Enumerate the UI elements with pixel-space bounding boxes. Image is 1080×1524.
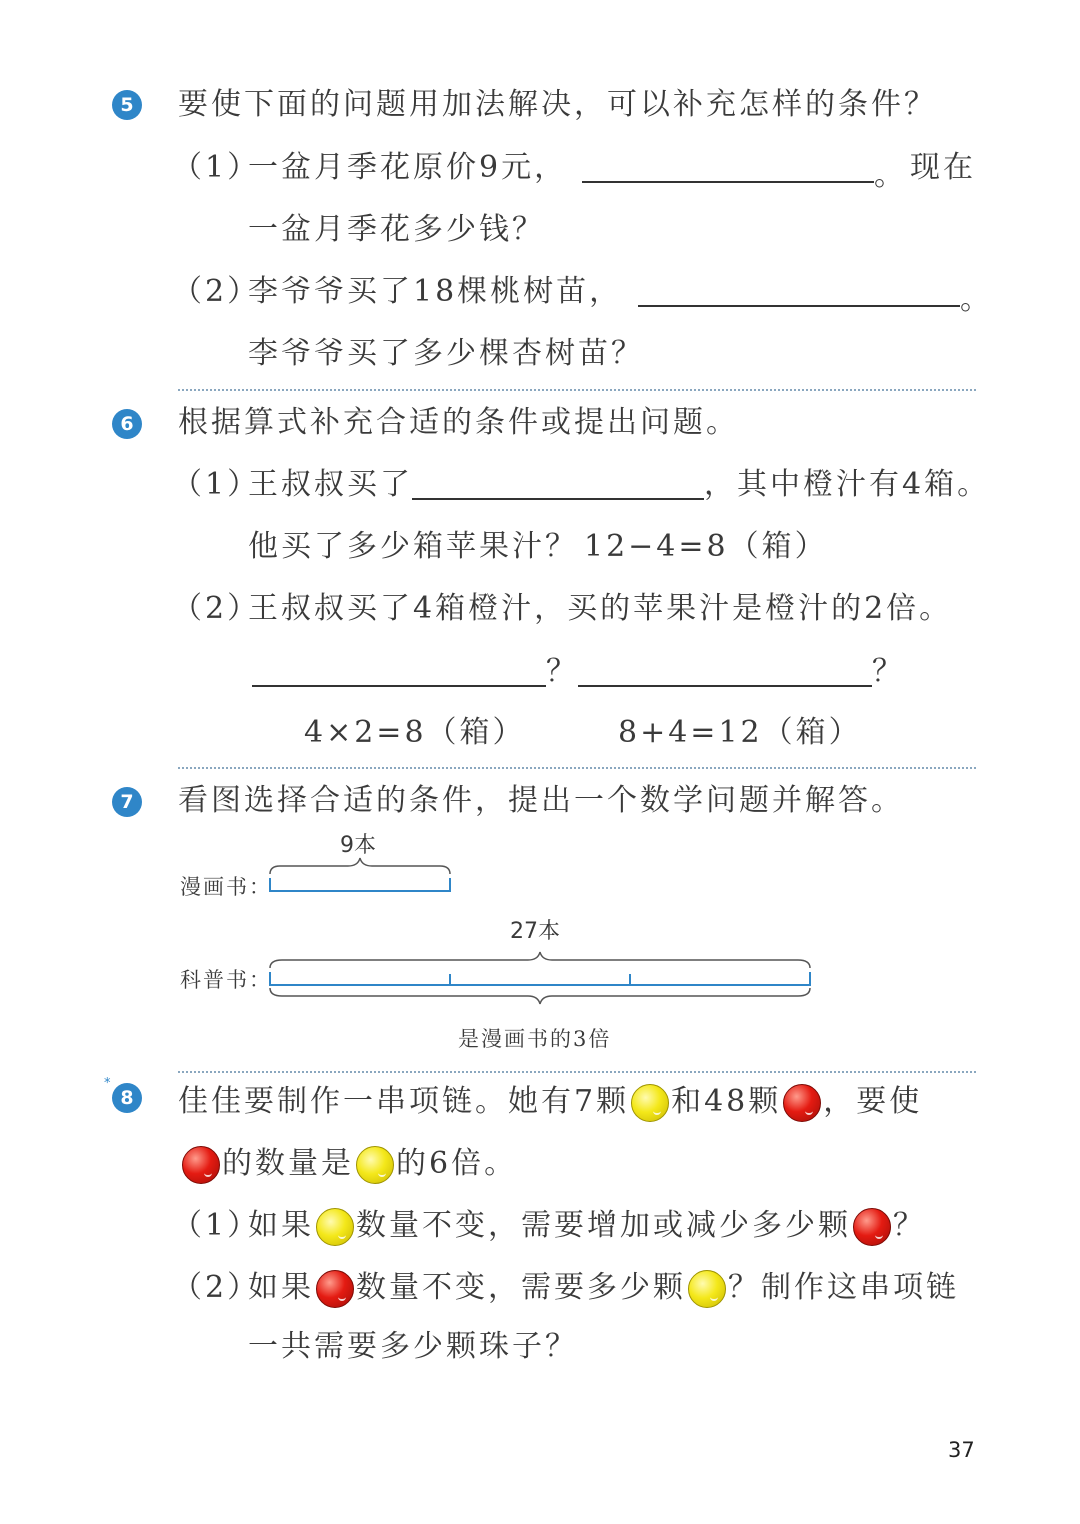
yellow-bead-icon	[356, 1146, 394, 1184]
question-5-part-1-period: 。	[874, 158, 907, 193]
question-8-line-2-a: 的数量是	[222, 1146, 354, 1181]
question-8-line-1-a: 佳佳要制作一串项链。她有7颗	[178, 1084, 630, 1119]
question-8-line-2	[180, 1146, 517, 1184]
comics-label: 漫画书：	[180, 875, 272, 899]
question-6-equation-1: 4×2=8（箱）	[304, 715, 526, 750]
question-5-part-1-blank[interactable]	[582, 181, 874, 183]
bar-diagram	[260, 850, 830, 1020]
question-7-prompt: 看图选择合适的条件，提出一个数学问题并解答。	[178, 783, 904, 818]
question-8-part-1-c: ？	[893, 1208, 926, 1243]
comics-bar	[270, 878, 450, 891]
science-bar	[270, 972, 810, 985]
question-6-part-1-equation: 12−4=8（箱）	[584, 529, 828, 564]
question-6-part-2-blank-2[interactable]	[578, 685, 872, 687]
question-5-part-2-period: 。	[960, 282, 993, 317]
red-bead-icon	[853, 1208, 891, 1246]
separator	[178, 1071, 976, 1073]
yellow-bead-icon	[688, 1270, 726, 1308]
yellow-bead-icon	[316, 1208, 354, 1246]
question-8-part-2	[248, 1270, 959, 1308]
question-6-equation-2: 8+4=12（箱）	[618, 715, 862, 750]
science-brace-top	[270, 952, 810, 968]
science-count-label: 27本	[510, 919, 560, 944]
question-8-part-1	[248, 1208, 926, 1246]
question-6-part-1-before: 王叔叔买了	[248, 467, 413, 502]
question-6-prompt: 根据算式补充合适的条件或提出问题。	[178, 405, 739, 440]
question-5-part-1-question: 一盆月季花多少钱？	[248, 212, 545, 247]
question-6-part-1-after: ，其中橙汁有4箱。	[704, 467, 991, 502]
page-number: 37	[948, 1438, 975, 1462]
question-5-part-1-now: 现在	[910, 150, 976, 185]
question-8-part-1-a: 如果	[248, 1208, 314, 1243]
question-5-prompt: 要使下面的问题用加法解决，可以补充怎样的条件？	[178, 87, 937, 122]
question-6-badge: 6	[112, 409, 142, 439]
question-6-part-2-qmark-2: ？	[872, 654, 905, 689]
yellow-bead-icon	[631, 1084, 669, 1122]
separator	[178, 767, 976, 769]
question-8-badge: 8	[112, 1083, 142, 1113]
question-8-line-1-c: ，要使	[823, 1084, 923, 1119]
question-5-part-2-question: 李爷爷买了多少棵杏树苗？	[248, 336, 644, 371]
challenge-star-marker: *	[104, 1076, 111, 1091]
question-8-part-2-a: 如果	[248, 1270, 314, 1305]
separator	[178, 389, 976, 391]
science-label: 科普书：	[180, 968, 272, 992]
question-8-part-2-c: ？制作这串项链	[728, 1270, 959, 1305]
red-bead-icon	[316, 1270, 354, 1308]
question-8-part-2-b: 数量不变，需要多少颗	[356, 1270, 686, 1305]
question-6-part-1-question: 他买了多少箱苹果汁？	[248, 529, 578, 564]
question-8-part-1-label: （1）	[172, 1208, 261, 1243]
question-8-part-1-b: 数量不变，需要增加或减少多少颗	[356, 1208, 851, 1243]
question-6-part-2-label: （2）	[172, 591, 261, 626]
question-7-badge: 7	[112, 787, 142, 817]
question-5-part-1-label: （1）	[172, 150, 261, 185]
question-5-badge: 5	[112, 90, 142, 120]
comics-brace	[270, 858, 450, 874]
question-5-part-2-label: （2）	[172, 274, 261, 309]
question-6-part-1-blank[interactable]	[412, 498, 704, 500]
question-6-part-2-blank-1[interactable]	[252, 685, 546, 687]
comics-count-label: 9本	[340, 833, 376, 858]
question-5-part-1-text: 一盆月季花原价9元，	[248, 150, 568, 185]
red-bead-icon	[182, 1146, 220, 1184]
science-brace-bottom	[270, 988, 810, 1004]
question-8-part-2-label: （2）	[172, 1270, 261, 1305]
question-8-part-2-question: 一共需要多少颗珠子？	[248, 1329, 578, 1364]
question-8-line-1	[178, 1084, 922, 1122]
question-6-part-2-qmark-1: ？	[546, 654, 579, 689]
question-5-part-2-text: 李爷爷买了18棵桃树苗，	[248, 274, 623, 309]
question-8-line-2-b: 的6倍。	[396, 1146, 518, 1181]
question-6-part-2-text: 王叔叔买了4箱橙汁，买的苹果汁是橙汁的2倍。	[248, 591, 953, 626]
question-8-line-1-b: 和48颗	[671, 1084, 782, 1119]
red-bead-icon	[783, 1084, 821, 1122]
question-5-part-2-blank[interactable]	[638, 305, 960, 307]
question-6-part-1-label: （1）	[172, 467, 261, 502]
science-note: 是漫画书的3倍	[458, 1027, 612, 1051]
